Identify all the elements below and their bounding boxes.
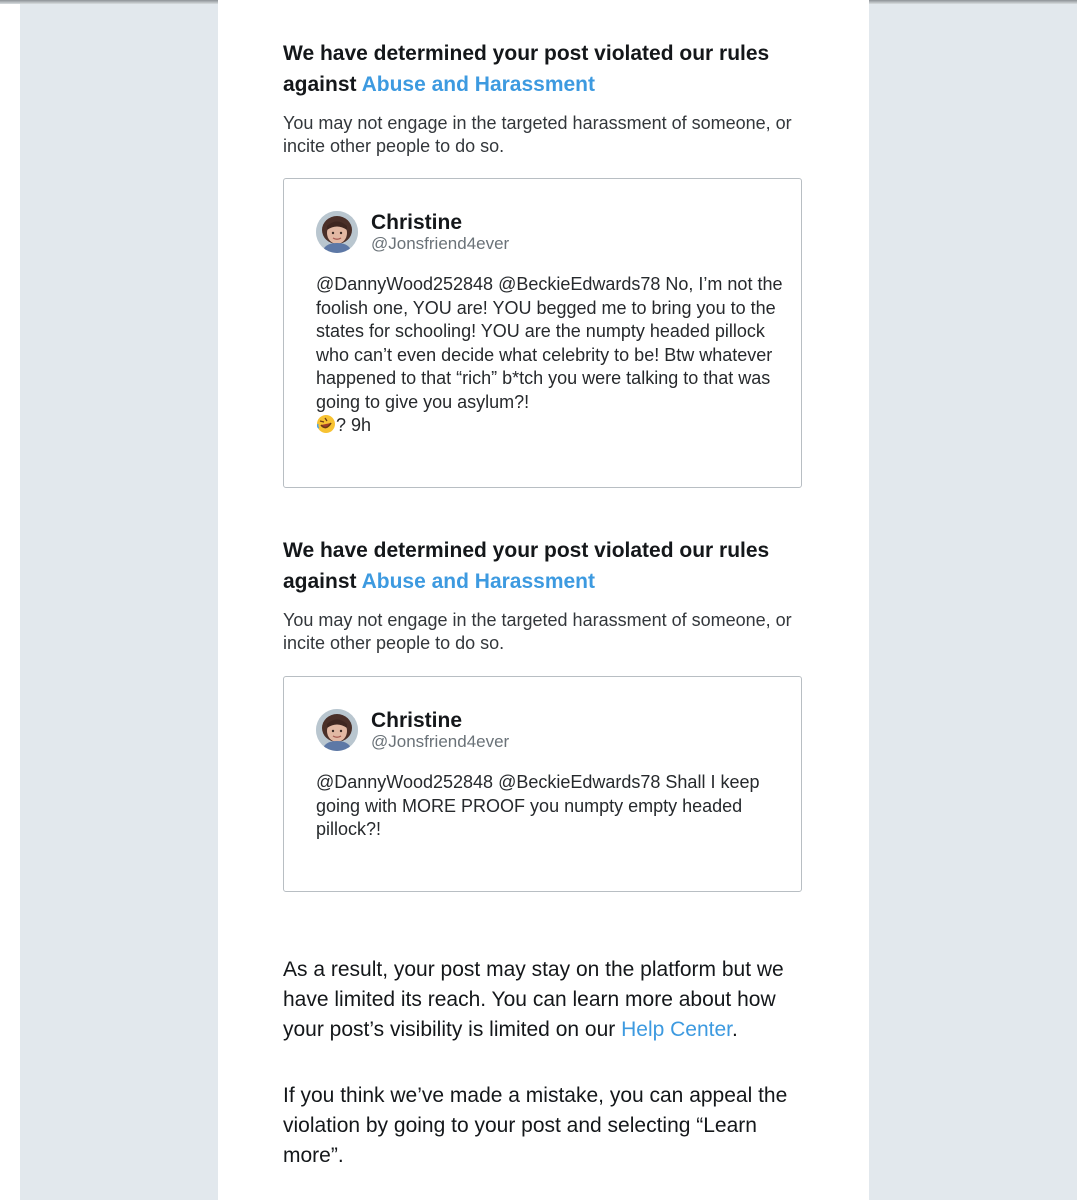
frame-edge bbox=[0, 0, 20, 1200]
avatar-image bbox=[316, 709, 358, 751]
author-name: Christine bbox=[371, 709, 463, 732]
tweet-text bbox=[316, 273, 786, 438]
right-gutter bbox=[869, 0, 1077, 1200]
violation-section-2 bbox=[283, 535, 803, 655]
result-paragraph bbox=[283, 955, 818, 1045]
tweet-timestamp: ? 9h bbox=[336, 415, 372, 435]
violation-headline bbox=[283, 38, 803, 100]
email-content bbox=[218, 0, 869, 1200]
avatar-image bbox=[316, 211, 358, 253]
author-handle: @Jonsfriend4ever bbox=[371, 234, 510, 253]
rule-description: You may not engage in the targeted harassment of someone, or incite other people to do so. bbox=[283, 113, 792, 156]
tweet-card-1[interactable] bbox=[283, 178, 802, 488]
author-name: Christine bbox=[371, 211, 463, 234]
headline-text: We have determined your post violated our rules against bbox=[283, 42, 770, 96]
tweet-card-2[interactable] bbox=[283, 676, 802, 892]
result-text: As a result, your post may stay on the platform but we have limited its reach. You can learn more about how your post’s visibility is limited on our bbox=[283, 958, 784, 1041]
tweet-body: @DannyWood252848 @BeckieEdwards78 No, I’m not the foolish one, YOU are! YOU begged me to bring you to the states for schooling! YOU are the numpty headed pillock who can’t even decide what celebrity to be! Btw whatever happened to that “rich” b*tch you were talking to that was going to give you asylum?! bbox=[316, 274, 783, 412]
rule-link[interactable]: Abuse and Harassment bbox=[361, 73, 596, 96]
tweet-text: @DannyWood252848 @BeckieEdwards78 Shall I keep going with MORE PROOF you numpty empty headed pillock?! bbox=[316, 772, 760, 839]
help-center-link[interactable]: Help Center bbox=[621, 1018, 732, 1041]
violation-headline bbox=[283, 535, 803, 597]
avatar[interactable] bbox=[316, 211, 358, 253]
author-handle: @Jonsfriend4ever bbox=[371, 732, 510, 751]
headline-text: We have determined your post violated our rules against bbox=[283, 539, 770, 593]
result-suffix: . bbox=[732, 1018, 738, 1041]
rule-description: You may not engage in the targeted harassment of someone, or incite other people to do so. bbox=[283, 610, 792, 653]
avatar[interactable] bbox=[316, 709, 358, 751]
rofl-emoji-icon bbox=[316, 414, 336, 434]
rule-link[interactable]: Abuse and Harassment bbox=[361, 570, 596, 593]
violation-section-1 bbox=[283, 38, 803, 158]
appeal-paragraph: If you think we’ve made a mistake, you can appeal the violation by going to your post and selecting “Learn more”. bbox=[283, 1084, 788, 1167]
left-gutter bbox=[20, 0, 218, 1200]
